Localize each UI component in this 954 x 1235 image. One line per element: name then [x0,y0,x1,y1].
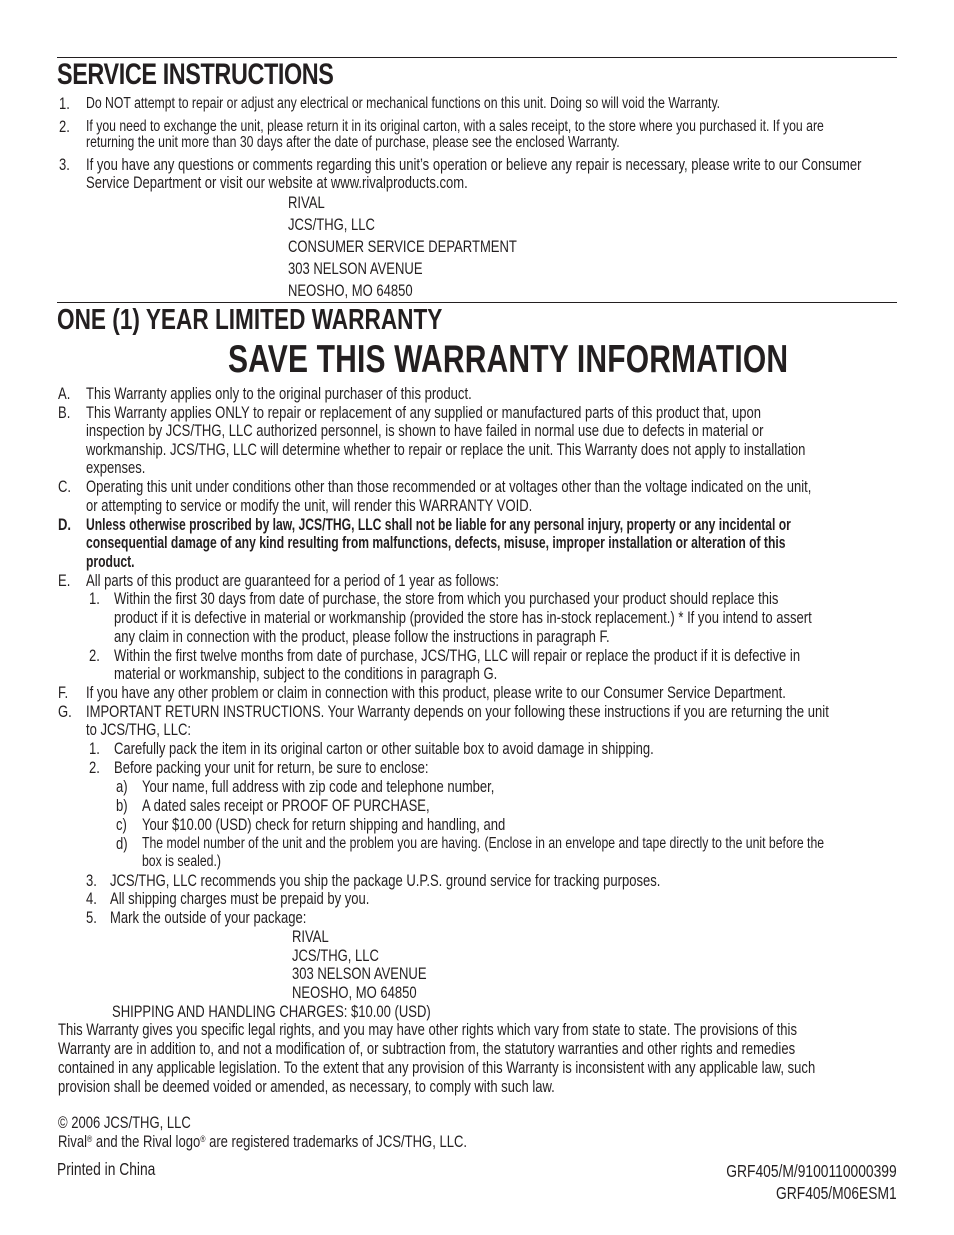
product-code-1: GRF405/M/9100110000399 [726,1161,897,1181]
copyright: © 2006 JCS/THG, LLC [58,1114,191,1132]
warranty-g-step-1-marker: 1. [89,740,100,758]
warranty-f-marker: F. [58,684,69,702]
warranty-a-marker: A. [58,385,71,403]
service-item-1-line-1: Do NOT attempt to repair or adjust any electrical or mechanical functions on this unit. Doing so will void the Warranty. [86,95,721,112]
warranty-e-marker: E. [58,572,71,590]
service-address-line-1: RIVAL [288,194,325,212]
warranty-d-line-1: Unless otherwise proscribed by law, JCS/THG, LLC shall not be liable for any personal injury, property or any incidental or [86,516,791,534]
warranty-e-sub-1-marker: 1. [89,590,100,608]
printed-in: Printed in China [57,1159,156,1179]
warranty-g-step-2-marker: 2. [89,759,100,777]
enclose-d-marker: d) [116,835,128,853]
shipping-charges: SHIPPING AND HANDLING CHARGES: $10.00 (USD) [112,1003,431,1021]
warranty-g-marker: G. [58,703,72,721]
enclose-d-line-1: The model number of the unit and the problem you are having. (Enclose in an envelope and tape directly to the unit before the [142,835,825,852]
return-address-line-2: JCS/THG, LLC [292,947,379,965]
service-item-2-marker: 2. [59,118,70,136]
service-item-3-line-1: If you have any questions or comments regarding this unit’s operation or believe any repair is necessary, please write to our Consumer [86,156,862,174]
warranty-g-step-3-marker: 3. [86,872,97,890]
enclose-c-line-1: Your $10.00 (USD) check for return shipping and handling, and [142,816,506,834]
warranty-e-sub-1-line-1: Within the first 30 days from date of purchase, the store from which you purchased your product should replace this [114,590,779,608]
warranty-b-marker: B. [58,404,71,422]
code-block [681,1160,897,1204]
trademark-mid: and the Rival logo [92,1133,201,1151]
warranty-c-marker: C. [58,478,72,496]
warranty-e-line-1: All parts of this product are guaranteed for a period of 1 year as follows: [86,572,500,590]
warranty-e-sub-1-line-2: product if it is defective in material or workmanship (provided the store has in-stock replacement.) * If you intend to assert [114,609,812,627]
registered-mark: ® [86,1134,93,1144]
warranty-d-line-3: product. [86,553,135,571]
enclose-b-marker: b) [116,797,128,815]
service-item-3-marker: 3. [59,156,70,174]
warranty-c-line-2: or attempting to service or modify the unit, will render this WARRANTY VOID. [86,497,533,515]
warranty-b-line-3: workmanship. JCS/THG, LLC will determine whether to repair or replace the unit. This Warranty does not apply to installation [86,441,806,459]
warranty-b-line-4: expenses. [86,459,146,477]
legal-line-3: contained in any applicable legislation. To the extent that any provision of this Warranty is inconsistent with any applicable law, such [58,1059,816,1077]
warranty-banner: SAVE THIS WARRANTY INFORMATION [228,338,789,381]
service-item-2-line-2: returning the unit more than 30 days after the date of purchase, please see the enclosed Warranty. [86,134,620,151]
warranty-g-step-2-line-1: Before packing your unit for return, be sure to enclose: [114,759,429,777]
trademark-line [58,1133,467,1151]
return-address-line-3: 303 NELSON AVENUE [292,965,427,983]
warranty-d-marker: D. [58,516,72,534]
warranty-e-sub-2-line-2: material or workmanship, subject to the conditions in paragraph G. [114,665,498,683]
warranty-b-line-2: inspection by JCS/THG, LLC authorized personnel, is shown to have failed in normal use due to defects in material or [86,422,764,440]
warranty-c-line-1: Operating this unit under conditions other than those recommended or at voltages other than the voltage indicated on the unit, [86,478,812,496]
warranty-g-step-3-line-1: JCS/THG, LLC recommends you ship the package U.P.S. ground service for tracking purposes. [110,872,661,890]
legal-line-2: Warranty are in addition to, and not a modification of, or subtraction from, the statutory warranties and other rights and remedies [58,1040,796,1058]
warranty-g-step-4-marker: 4. [86,890,97,908]
warranty-e-sub-1-line-3: any claim in connection with the product, please follow the instructions in paragraph F. [114,628,610,646]
section-rule [57,302,897,303]
enclose-a-line-1: Your name, full address with zip code and telephone number, [142,778,495,796]
enclose-d-line-2: box is sealed.) [142,853,221,870]
warranty-g-line-2: to JCS/THG, LLC: [86,721,192,739]
warranty-f-line-1: If you have any other problem or claim in connection with this product, please write to our Consumer Service Department. [86,684,786,702]
enclose-a-marker: a) [116,778,128,796]
service-heading: SERVICE INSTRUCTIONS [57,58,334,91]
service-item-1-marker: 1. [59,95,70,113]
product-code-2: GRF405/M06ESM1 [776,1183,897,1203]
warranty-e-sub-2-line-1: Within the first twelve months from date of purchase, JCS/THG, LLC will repair or replace the product if it is defective in [114,647,801,665]
legal-line-4: provision shall be deemed voided or amended, as necessary, to comply with such law. [58,1078,555,1096]
service-item-3-line-2: Service Department or visit our website at www.rivalproducts.com. [86,174,468,192]
warranty-heading: ONE (1) YEAR LIMITED WARRANTY [57,304,443,336]
warranty-g-step-5-line-1: Mark the outside of your package: [110,909,307,927]
legal-line-1: This Warranty gives you specific legal rights, and you may have other rights which vary from state to state. The provisions of this [58,1021,797,1039]
warranty-a-line-1: This Warranty applies only to the original purchaser of this product. [86,385,472,403]
warranty-g-line-1: IMPORTANT RETURN INSTRUCTIONS. Your Warranty depends on your following these instructions if you are returning the unit [86,703,829,721]
warranty-e-sub-2-marker: 2. [89,647,100,665]
registered-mark-2: ® [200,1134,206,1144]
warranty-g-step-4-line-1: All shipping charges must be prepaid by you. [110,890,370,908]
warranty-b-line-1: This Warranty applies ONLY to repair or replacement of any supplied or manufactured parts of this product that, upon [86,404,762,422]
warranty-g-step-5-marker: 5. [86,909,97,927]
warranty-d-line-2: consequential damage of any kind resulting from malfunctions, defects, misuse, improper installation or alteration of this [86,534,786,552]
service-address-line-2: JCS/THG, LLC [288,216,375,234]
trademark-end: are registered trademarks of JCS/THG, LLC. [205,1133,467,1151]
return-address-line-4: NEOSHO, MO 64850 [292,984,417,1002]
trademark-rival: Rival [58,1133,87,1151]
enclose-c-marker: c) [116,816,127,834]
enclose-b-line-1: A dated sales receipt or PROOF OF PURCHASE, [142,797,430,815]
return-address-line-1: RIVAL [292,928,329,946]
warranty-g-step-1-line-1: Carefully pack the item in its original carton or other suitable box to avoid damage in shipping. [114,740,654,758]
service-address-line-3: CONSUMER SERVICE DEPARTMENT [288,238,517,256]
service-address-line-5: NEOSHO, MO 64850 [288,282,413,300]
service-item-2-line-1: If you need to exchange the unit, please return it in its original carton, with a sales receipt, to the store where you purchased it. If you are [86,118,824,135]
service-address-line-4: 303 NELSON AVENUE [288,260,423,278]
